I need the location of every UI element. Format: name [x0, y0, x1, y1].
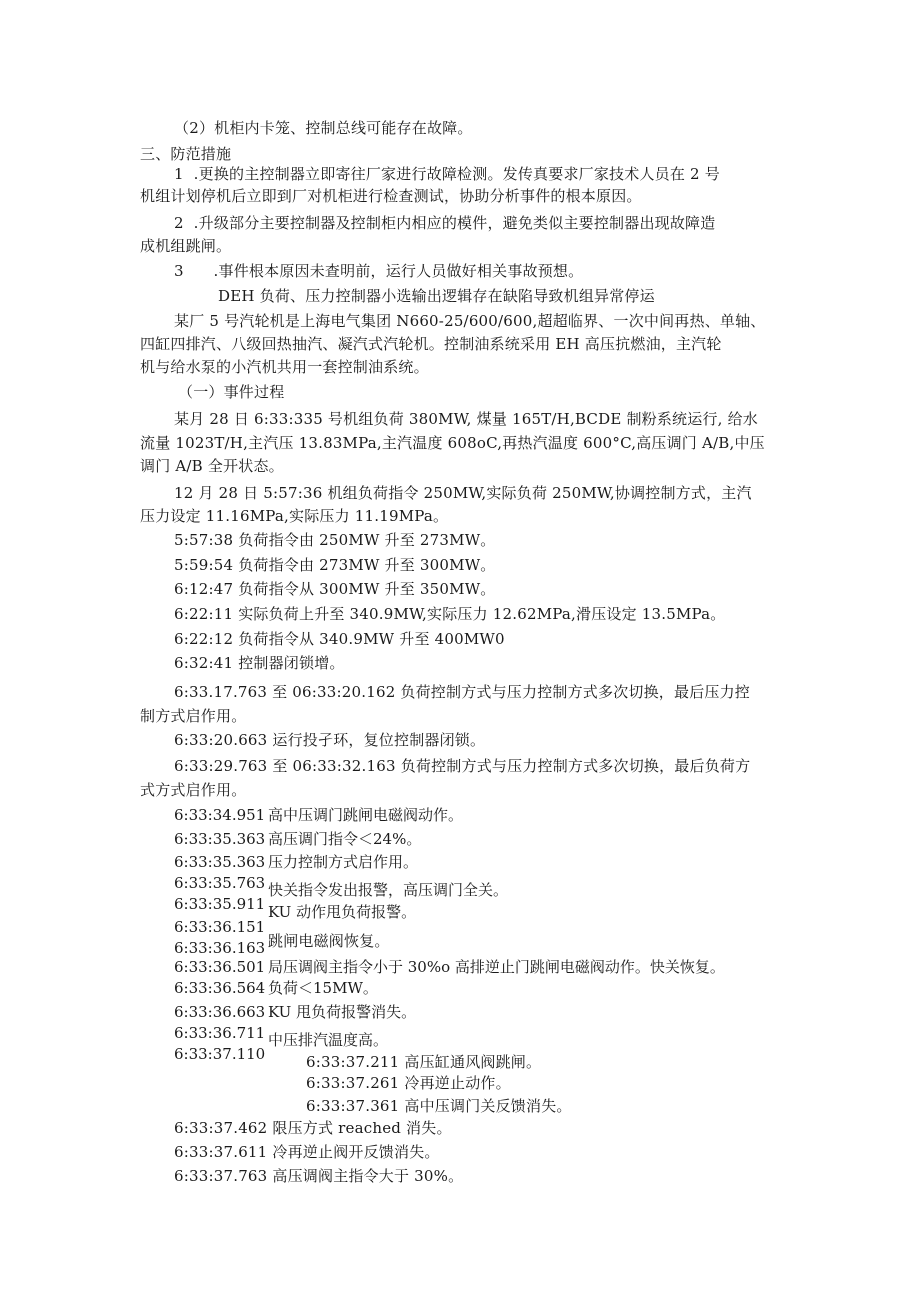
log-timestamp: 6:33:36.163	[174, 939, 266, 957]
event-line: 6:22:12 负荷指令从 340.9MW 升至 400MW0	[174, 630, 505, 648]
paragraph-cabinet-fault: （2）机柜内卡笼、控制总线可能存在故障。	[174, 119, 473, 137]
event-line: 6:33:37.763 高压调阀主指令大于 30%。	[174, 1167, 464, 1185]
log-nested-line: 6:33:37.211 高压缸通风阀跳闸。	[306, 1053, 542, 1071]
event-9-line-1: 6:33:29.763 至 06:33:32.163 负荷控制方式与压力控制方式多次切换，最后负荷方	[174, 757, 751, 775]
measure-1-line-1: 1 .更换的主控制器立即寄往厂家进行故障检测。发传真要求厂家技术人员在 2 号	[174, 165, 720, 183]
log-row	[174, 957, 725, 977]
log-text: KU 动作甩负荷报警。	[268, 903, 417, 921]
event-line: 5:57:38 负荷指令由 250MW 升至 273MW。	[174, 531, 496, 549]
measure-1-line-2: 机组计划停机后立即到厂对机柜进行检查测试，协助分析事件的根本原因。	[140, 187, 642, 205]
intro-line-1: 某厂 5 号汽轮机是上海电气集团 N660-25/600/600,超超临界、一次中间再热、单轴、	[174, 312, 766, 330]
measure-3: 3 .事件根本原因未查明前，运行人员做好相关事故预想。	[174, 262, 584, 280]
log-timestamp: 6:33:36.501	[174, 958, 266, 976]
log-nested-line: 6:33:37.261 冷再逆止动作。	[306, 1074, 511, 1092]
log-row	[174, 1002, 416, 1022]
log-text: 压力控制方式启作用。	[268, 853, 419, 871]
case-title: DEH 负荷、压力控制器小选输出逻辑存在缺陷导致机组异常停运	[218, 287, 655, 305]
log-timestamp: 6:33:35.763	[174, 874, 266, 892]
paragraph-2-line-1: 12 月 28 日 5:57:36 机组负荷指令 250MW,实际负荷 250MW,协调控制方式，主汽	[174, 484, 752, 502]
event-line: 6:33:20.663 运行投孑环，复位控制器闭锁。	[174, 731, 486, 749]
log-row	[174, 938, 268, 958]
log-row	[174, 805, 463, 825]
log-timestamp: 6:33:34.951	[174, 806, 266, 824]
log-nested-line: 6:33:37.361 高中压调门关反馈消失。	[306, 1097, 572, 1115]
log-text: 高压调门指令＜24%。	[268, 830, 422, 848]
subsection-heading-process: （一）事件过程	[178, 383, 285, 401]
log-text: 中压排汽温度高。	[268, 1031, 389, 1049]
event-7-line-2: 制方式启作用。	[140, 707, 247, 725]
log-text: 跳闸电磁阀恢复。	[268, 932, 390, 950]
log-timestamp: 6:33:37.110	[174, 1045, 266, 1063]
event-7-line-1: 6:33.17.763 至 06:33:20.162 负荷控制方式与压力控制方式多次切换，最后压力控	[174, 683, 751, 701]
paragraph-1-line-2: 流量 1023T/H,主汽压 13.83MPa,主汽温度 608oC,再热汽温度 600°C,高压调门 A/B,中压	[140, 434, 765, 452]
log-timestamp: 6:33:35.363	[174, 853, 266, 871]
paragraph-1-line-3: 调门 A/B 全开状态。	[140, 457, 284, 475]
intro-line-2: 四缸四排汽、八级回热抽汽、凝汽式汽轮机。控制油系统采用 EH 高压抗燃油，主汽轮	[140, 335, 722, 353]
log-row	[174, 894, 417, 921]
log-timestamp: 6:33:36.151	[174, 918, 266, 936]
measure-2-line-1: 2 .升级部分主要控制器及控制柜内相应的模件，避免类似主要控制器出现故障造	[174, 214, 716, 232]
event-line: 6:22:11 实际负荷上升至 340.9MW,实际压力 12.62MPa,滑压设定 13.5MPa。	[174, 605, 726, 623]
log-row	[174, 1023, 389, 1049]
log-row	[174, 873, 509, 899]
event-line: 6:12:47 负荷指令从 300MW 升至 350MW。	[174, 580, 496, 598]
log-text: KU 甩负荷报警消失。	[268, 1003, 417, 1021]
log-timestamp: 6:33:35.911	[174, 895, 266, 913]
section-heading-measures: 三、防范措施	[140, 145, 232, 163]
log-row	[174, 829, 421, 849]
measure-2-line-2: 成机组跳闸。	[140, 237, 232, 255]
log-row	[174, 978, 378, 998]
log-text: 负荷＜15MW。	[268, 979, 378, 997]
log-timestamp: 6:33:36.711	[174, 1024, 266, 1042]
log-timestamp: 6:33:36.564	[174, 979, 266, 997]
paragraph-2-line-2: 压力设定 11.16MPa,实际压力 11.19MPa。	[140, 507, 449, 525]
log-timestamp: 6:33:36.663	[174, 1003, 266, 1021]
event-line: 6:33:37.611 冷再逆止阀开反馈消失。	[174, 1143, 440, 1161]
event-9-line-2: 式方式启作用。	[140, 781, 247, 799]
log-text: 快关指令发出报警，高压调门全关。	[268, 881, 509, 899]
event-line: 5:59:54 负荷指令由 273MW 升至 300MW。	[174, 556, 496, 574]
log-text: 高中压调门跳闸电磁阀动作。	[268, 806, 464, 824]
log-text: 局压调阀主指令小于 30%o 高排逆止门跳闸电磁阀动作。快关恢复。	[268, 958, 725, 976]
event-line: 6:32:41 控制器闭锁增。	[174, 654, 345, 672]
log-row	[174, 917, 268, 937]
intro-line-3: 机与给水泵的小汽机共用一套控制油系统。	[140, 358, 429, 376]
event-line: 6:33:37.462 限压方式 reached 消失。	[174, 1119, 452, 1137]
log-timestamp: 6:33:35.363	[174, 830, 266, 848]
paragraph-1-line-1: 某月 28 日 6:33:335 号机组负荷 380MW, 煤量 165T/H,BCDE 制粉系统运行, 给水	[174, 410, 758, 428]
log-row	[174, 852, 418, 872]
log-row	[174, 1044, 268, 1064]
